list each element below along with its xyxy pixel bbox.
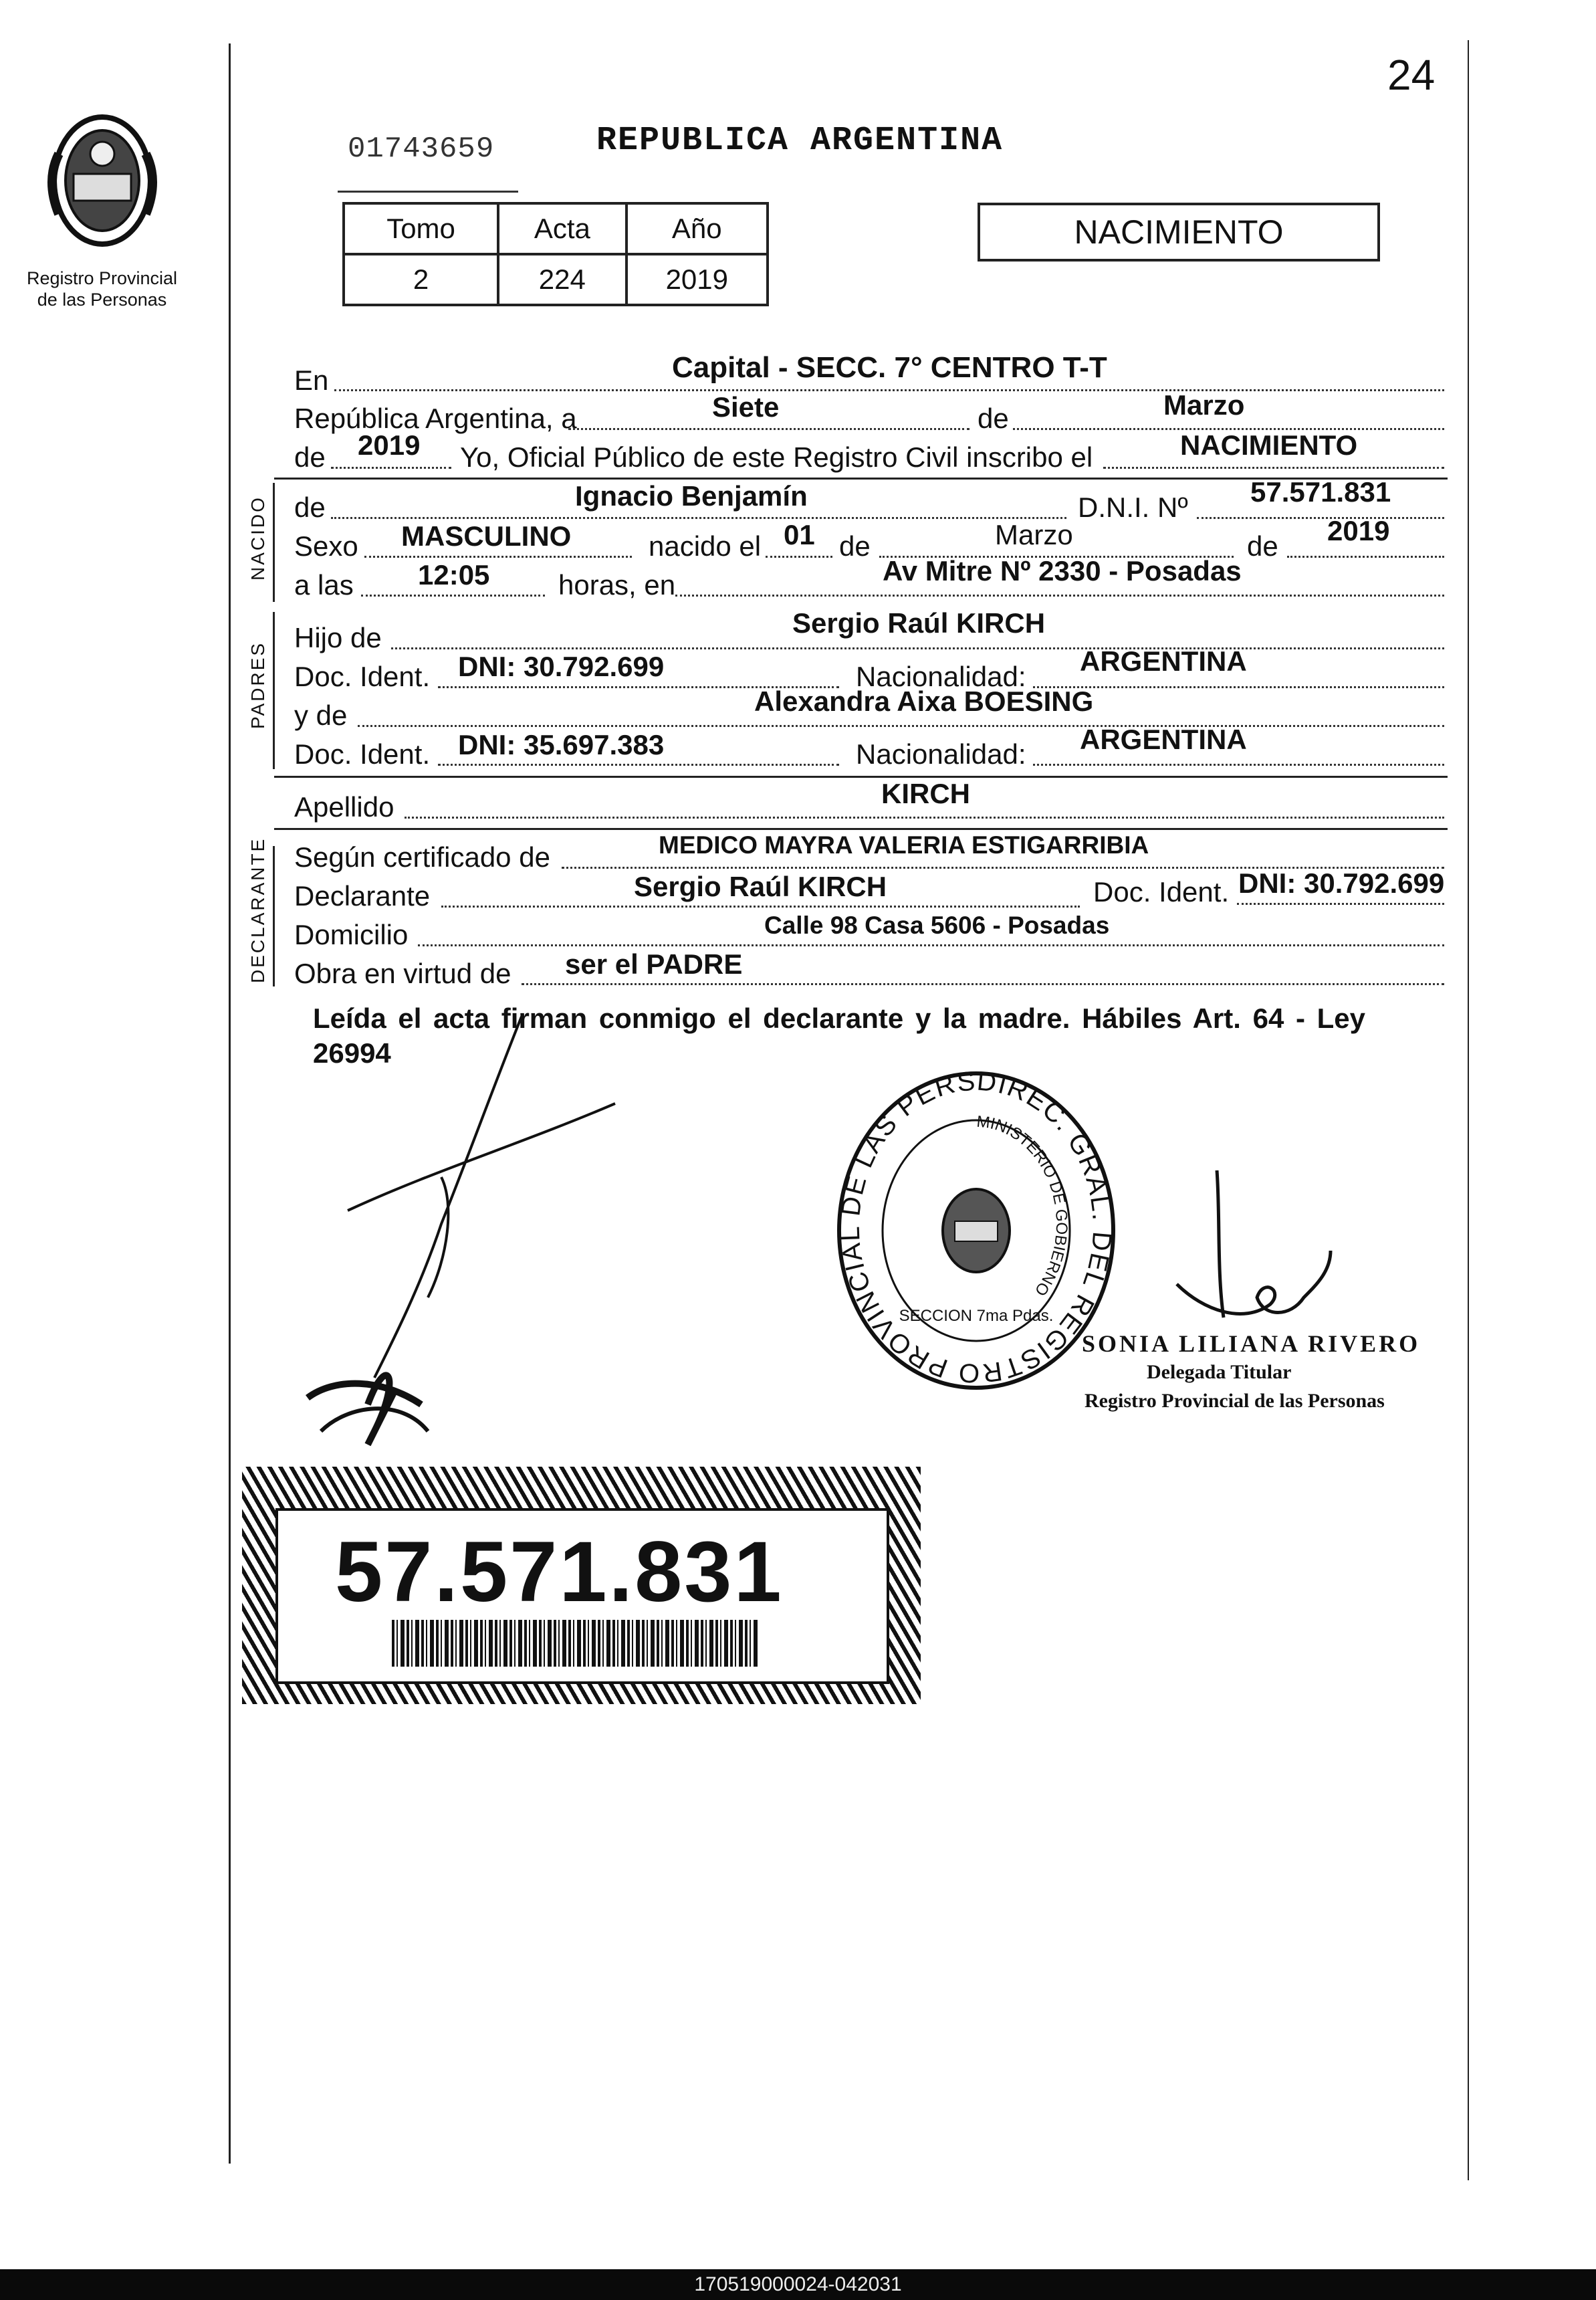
father-name: Sergio Raúl KIRCH: [792, 607, 1046, 639]
nacido-de2-label: de: [839, 530, 871, 562]
left-margin-line: [229, 43, 231, 2164]
official-title: Delegada Titular: [1147, 1361, 1292, 1383]
de-label: de: [978, 403, 1009, 434]
tomo-header: Tomo: [344, 203, 498, 254]
acta-header: Acta: [498, 203, 626, 254]
de2-label: de: [294, 441, 326, 473]
official-signature: [1163, 1164, 1364, 1351]
dni-stamp-inner: [275, 1508, 889, 1684]
apellido-value: KIRCH: [881, 778, 970, 809]
official-org: Registro Provincial de las Personas: [1085, 1390, 1385, 1412]
obra-label: Obra en virtud de: [294, 958, 511, 989]
anio-header: Año: [626, 203, 768, 254]
apellido-separator: [274, 828, 1448, 830]
oficial-text: Yo, Oficial Público de este Registro Civil inscribo el: [460, 441, 1093, 473]
month-value: Marzo: [1163, 389, 1245, 421]
en-label: En: [294, 364, 329, 396]
closing-line1: Leída el acta firman conmigo el declarante y la madre. Hábiles Art. 64 - Ley: [313, 1003, 1365, 1034]
mother-doc: DNI: 35.697.383: [458, 729, 665, 760]
footer-bar: [0, 2269, 1596, 2300]
control-number: 01743659: [348, 132, 495, 166]
nac-label2: Nacionalidad:: [856, 738, 1026, 770]
hijo-label: Hijo de: [294, 622, 382, 653]
decl-doc: DNI: 30.792.699: [1238, 867, 1445, 899]
birth-day: 01: [784, 519, 815, 550]
nacido-de3-label: de: [1247, 530, 1278, 562]
child-dni: 57.571.831: [1250, 476, 1391, 508]
domicile-value: Calle 98 Casa 5606 - Posadas: [764, 912, 1110, 939]
nac-label: Nacionalidad:: [856, 661, 1026, 692]
right-margin-line: [1468, 40, 1469, 2180]
horas-label: horas, en: [558, 569, 676, 601]
father-dots: [391, 647, 1444, 649]
place-value: Capital - SECC. 7° CENTRO T-T: [672, 351, 1107, 384]
nacido-label: NACIDO: [247, 496, 268, 581]
birth-year: 2019: [1327, 515, 1390, 546]
dom-dots: [418, 944, 1444, 946]
declarante-bracket: [273, 846, 275, 986]
place-dots: [675, 595, 1444, 597]
inscribo-dots: [1103, 467, 1444, 469]
mother-name: Alexandra Aixa BOESING: [754, 686, 1094, 717]
obra-value: ser el PADRE: [565, 948, 743, 980]
act-type: NACIMIENTO: [1074, 213, 1284, 251]
obra-dots: [522, 983, 1444, 985]
birth-year-dots: [1287, 556, 1444, 558]
mother-nat: ARGENTINA: [1080, 724, 1247, 755]
dni-dots: [1197, 517, 1444, 519]
dom-label: Domicilio: [294, 919, 409, 950]
decl-label: Declarante: [294, 880, 431, 912]
act-type-box: [978, 203, 1380, 262]
seal-inner-text: MINISTERIO DE GOBIERNO: [976, 1112, 1071, 1299]
page-number: 24: [1387, 51, 1436, 99]
padres-bracket: [273, 612, 275, 769]
country-title: REPUBLICA ARGENTINA: [596, 122, 1004, 160]
province-logo: [32, 107, 173, 254]
sexo-dots: [364, 556, 632, 558]
birth-time: 12:05: [418, 559, 490, 591]
father-nat: ARGENTINA: [1080, 645, 1247, 677]
certificate-value: MEDICO MAYRA VALERIA ESTIGARRIBIA: [659, 831, 1149, 859]
barcode: [392, 1620, 760, 1667]
birth-place: Av Mitre Nº 2330 - Posadas: [883, 555, 1242, 587]
year-value: 2019: [358, 429, 421, 461]
dni-stamp-number: 57.571.831: [335, 1524, 784, 1620]
tomo-acta-table: [342, 202, 769, 306]
apellido-dots: [405, 817, 1444, 819]
anio-value: 2019: [626, 254, 768, 305]
doc-label: Doc. Ident.: [294, 661, 431, 692]
decl-doc-label: Doc. Ident.: [1093, 876, 1230, 908]
cert-label: Según certificado de: [294, 841, 550, 873]
footer-code: 170519000024-042031: [694, 2273, 902, 2295]
apellido-label: Apellido: [294, 791, 394, 823]
child-name: Ignacio Benjamín: [575, 480, 808, 512]
birth-month: Marzo: [995, 519, 1073, 550]
seal-outer-text: DIREC. GRAL. DEL REGISTRO PROVINCIAL DE LAS PERS: [835, 1066, 1117, 1388]
yde-label: y de: [294, 700, 348, 731]
inscribo-value: NACIMIENTO: [1180, 429, 1358, 461]
control-number-underline: [338, 191, 518, 193]
nacido-bracket: [273, 483, 275, 602]
mother-nat-dots: [1033, 764, 1444, 766]
doc-label2: Doc. Ident.: [294, 738, 431, 770]
acta-value: 224: [498, 254, 626, 305]
mother-dots: [358, 725, 1444, 727]
republica-dots: [568, 428, 970, 430]
padres-separator: [274, 776, 1448, 778]
seal-section-text: SECCION 7ma Pdas.: [899, 1307, 1054, 1325]
nacido-de-label: de: [294, 492, 326, 523]
sexo-label: Sexo: [294, 530, 358, 562]
registry-line2: de las Personas: [37, 290, 167, 310]
declarante-label: DECLARANTE: [247, 837, 268, 983]
decl-dots: [441, 906, 1080, 908]
year-dots: [331, 467, 451, 469]
en-dots: [334, 389, 1444, 391]
name-dots: [331, 517, 1066, 519]
padres-label: PADRES: [247, 641, 268, 729]
decl-doc-dots: [1237, 903, 1444, 905]
alas-label: a las: [294, 569, 354, 601]
time-dots: [361, 595, 545, 597]
sexo-value: MASCULINO: [401, 520, 572, 552]
day-value: Siete: [712, 391, 780, 423]
registry-label: [13, 268, 191, 310]
father-doc: DNI: 30.792.699: [458, 651, 665, 682]
dni-stamp: [242, 1467, 921, 1704]
declarant-signature: [267, 1003, 682, 1458]
dni-label: D.N.I. Nº: [1078, 492, 1188, 523]
day-dots: [766, 556, 832, 558]
official-name: SONIA LILIANA RIVERO: [1082, 1330, 1421, 1357]
decl-name: Sergio Raúl KIRCH: [634, 871, 887, 902]
nacido-el-label: nacido el: [649, 530, 762, 562]
republica-label: República Argentina, a: [294, 403, 577, 434]
father-nat-dots: [1033, 686, 1444, 688]
registry-line1: Registro Provincial: [26, 268, 178, 288]
tomo-value: 2: [344, 254, 498, 305]
closing-line2: 26994: [313, 1037, 391, 1069]
mother-doc-dots: [438, 764, 839, 766]
